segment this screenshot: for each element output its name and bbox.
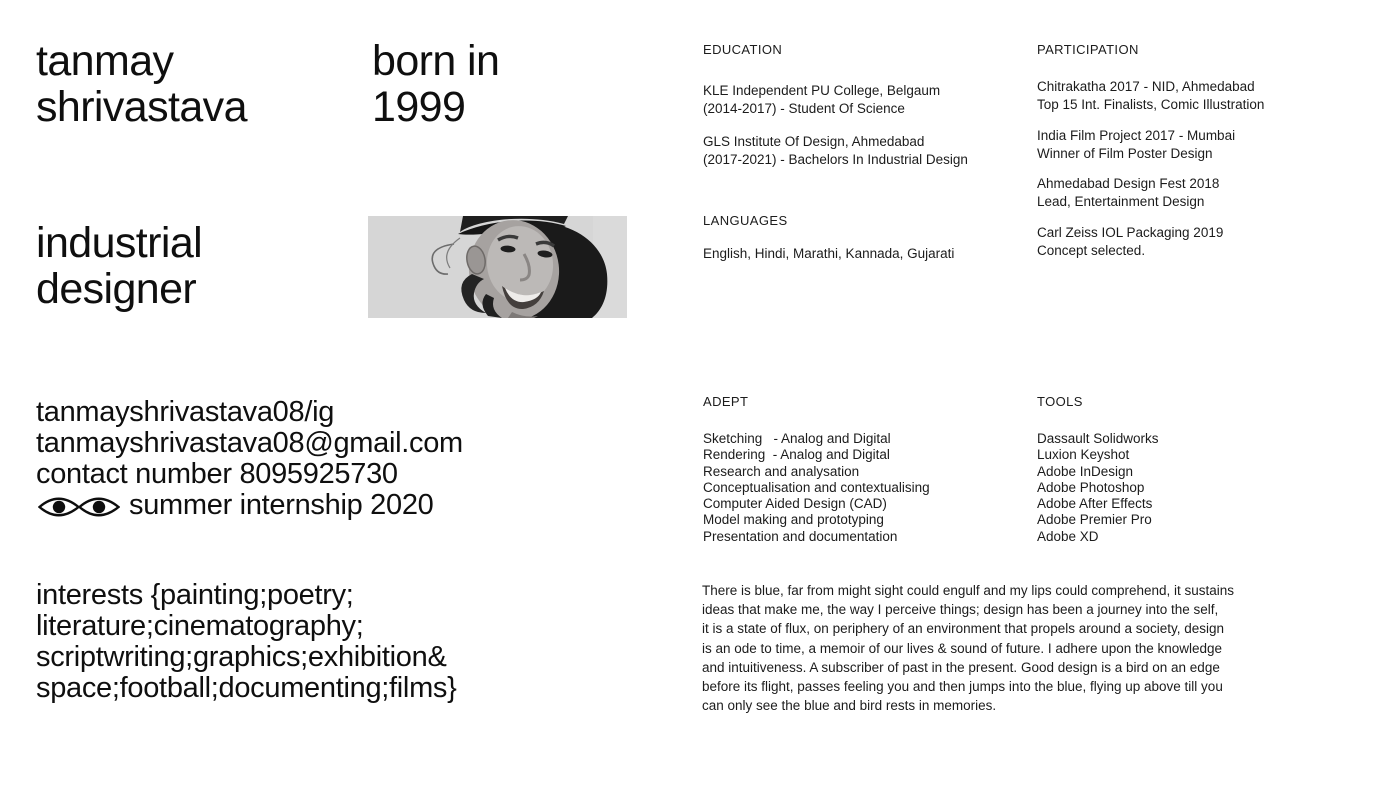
interests-line: interests {painting;poetry; (36, 579, 354, 611)
page-title (36, 38, 247, 130)
participation-item: India Film Project 2017 - Mumbai Winner of Film Poster Design (1037, 127, 1236, 161)
contact-info (36, 397, 463, 521)
instagram-handle: tanmayshrivastava08/ig (36, 396, 335, 428)
born-line-1: born in (372, 37, 500, 85)
adept-item: Conceptualisation and contextualising (703, 479, 930, 495)
bio-line: can only see the blue and bird rests in memories. (702, 698, 997, 714)
bio-line: There is blue, far from might sight could engulf and my lips could comprehend, it sustains (702, 583, 1235, 598)
adept-item: Computer Aided Design (CAD) (703, 496, 887, 512)
role-line-1: industrial (36, 219, 203, 267)
email-address: tanmayshrivastava08@gmail.com (36, 427, 463, 459)
education-item: KLE Independent PU College, Belgaum (2014-2017) - Student Of Science (703, 83, 941, 117)
internship-line (36, 490, 463, 521)
adept-item: Presentation and documentation (703, 528, 898, 544)
languages-heading: LANGUAGES (703, 213, 788, 228)
name-line-1: tanmay (36, 37, 174, 85)
born-line-2: 1999 (372, 83, 466, 131)
adept-section (703, 394, 1033, 545)
adept-heading: ADEPT (703, 394, 749, 409)
education-heading: EDUCATION (703, 42, 783, 57)
adept-item: Rendering - Analog and Digital (703, 447, 890, 463)
tools-item: Dassault Solidworks (1037, 431, 1159, 446)
phone-number: contact number 8095925730 (36, 458, 398, 490)
internship-text: summer internship 2020 (129, 489, 434, 521)
adept-item: Sketching - Analog and Digital (703, 431, 891, 446)
bio-line: and intuitiveness. A subscriber of past in the present. Good design is a bird on an edge (702, 659, 1220, 675)
languages-list: English, Hindi, Marathi, Kannada, Gujarati (703, 246, 955, 261)
participation-item: Chitrakatha 2017 - NID, Ahmedabad Top 15 Int. Finalists, Comic Illustration (1037, 79, 1265, 113)
portrait-photo (368, 216, 627, 318)
adept-item: Model making and prototyping (703, 512, 884, 528)
education-item: GLS Institute Of Design, Ahmedabad (2017-2021) - Bachelors In Industrial Design (703, 133, 968, 167)
tools-item: Adobe InDesign (1037, 463, 1134, 479)
tools-heading: TOOLS (1037, 394, 1083, 409)
bio-line: is an ode to time, a memoir of our lives & sound of future. I adhere upon the knowledge (702, 640, 1223, 656)
participation-heading: PARTICIPATION (1037, 42, 1139, 57)
double-eye-icon (38, 495, 120, 519)
interests-line: scriptwriting;graphics;exhibition& (36, 641, 447, 673)
participation-section (1037, 42, 1367, 272)
participation-item: Ahmedabad Design Fest 2018 Lead, Entertainment Design (1037, 176, 1220, 210)
role-line-2: designer (36, 265, 197, 313)
interests-line: space;football;documenting;films} (36, 672, 457, 704)
tools-item: Adobe Photoshop (1037, 479, 1145, 495)
education-section (703, 42, 1023, 183)
interests-line: literature;cinematography; (36, 610, 364, 642)
tools-section (1037, 394, 1367, 545)
interests (36, 580, 457, 704)
languages-section (703, 213, 1023, 263)
adept-item: Research and analysation (703, 463, 860, 479)
participation-item: Carl Zeiss IOL Packaging 2019 Concept selected. (1037, 224, 1224, 259)
bio-line: before its flight, passes feeling you and then jumps into the blue, flying up above till you (702, 679, 1223, 695)
bio-line: ideas that make me, the way I perceive things; design has been a journey into the self, (702, 602, 1219, 618)
tools-item: Adobe After Effects (1037, 496, 1153, 512)
tools-item: Adobe Premier Pro (1037, 512, 1152, 528)
name-line-2: shrivastava (36, 83, 247, 131)
bio-paragraph (702, 581, 1312, 715)
birth-year (372, 38, 499, 130)
bio-line: it is a state of flux, on periphery of an environment that propels around a society, design (702, 621, 1225, 637)
tools-item: Adobe XD (1037, 528, 1099, 544)
role-title (36, 220, 202, 312)
tools-item: Luxion Keyshot (1037, 447, 1130, 463)
portrait-photo-image (368, 216, 627, 318)
